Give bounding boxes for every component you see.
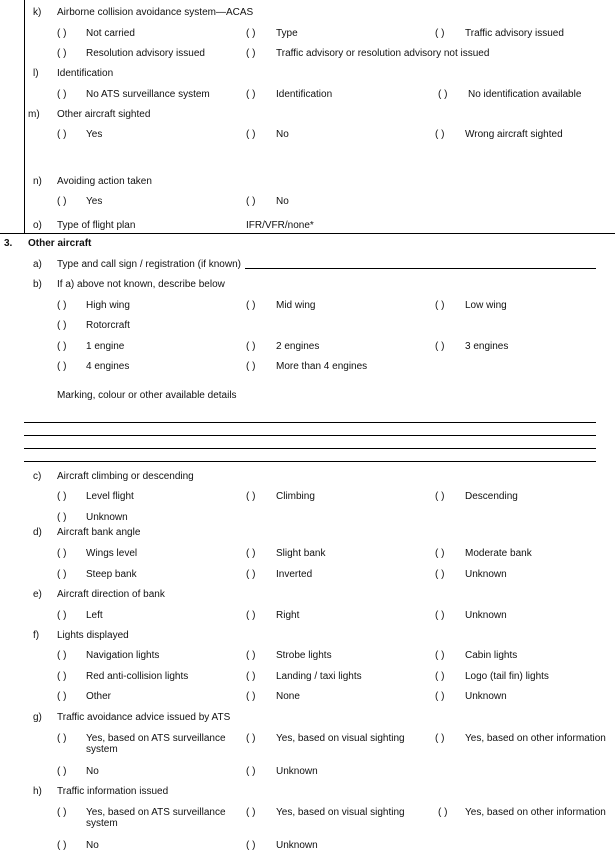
option-label: More than 4 engines <box>276 361 368 372</box>
checkbox-marker[interactable]: ( ) <box>57 491 67 502</box>
checkbox-marker[interactable]: ( ) <box>57 569 67 580</box>
checkbox-marker[interactable]: ( ) <box>435 671 445 682</box>
option-label: Right <box>276 610 300 621</box>
option-label: Steep bank <box>86 569 137 580</box>
item-b-title: If a) above not known, describe below <box>57 279 225 290</box>
item-l-title: Identification <box>57 68 114 79</box>
item-e-title: Aircraft direction of bank <box>57 589 165 600</box>
marking-input-line-3[interactable] <box>24 448 596 449</box>
option-label: Slight bank <box>276 548 326 559</box>
item-c-title: Aircraft climbing or descending <box>57 471 194 482</box>
item-h-title: Traffic information issued <box>57 786 169 797</box>
option-label: Other <box>86 691 112 702</box>
checkbox-marker[interactable]: ( ) <box>57 691 67 702</box>
checkbox-marker[interactable]: ( ) <box>435 548 445 559</box>
checkbox-marker[interactable]: ( ) <box>246 300 256 311</box>
checkbox-marker[interactable]: ( ) <box>435 28 445 39</box>
checkbox-marker[interactable]: ( ) <box>246 129 256 140</box>
checkbox-marker[interactable]: ( ) <box>246 766 256 777</box>
option-label: No <box>276 129 289 140</box>
section-left-border <box>24 0 25 233</box>
checkbox-marker[interactable]: ( ) <box>435 300 445 311</box>
item-c-letter: c) <box>33 471 42 482</box>
checkbox-marker[interactable]: ( ) <box>435 650 445 661</box>
option-label: No <box>276 196 289 207</box>
marking-input-line-4[interactable] <box>24 461 596 462</box>
option-label: Unknown <box>465 569 507 580</box>
checkbox-marker[interactable]: ( ) <box>57 196 67 207</box>
checkbox-marker[interactable]: ( ) <box>57 361 67 372</box>
item-o-title: Type of flight plan <box>57 220 136 231</box>
marking-input-line-1[interactable] <box>24 422 596 423</box>
option-label: Resolution advisory issued <box>86 48 205 59</box>
item-h-letter: h) <box>33 786 42 797</box>
checkbox-marker[interactable]: ( ) <box>438 807 448 818</box>
checkbox-marker[interactable]: ( ) <box>57 840 67 851</box>
checkbox-marker[interactable]: ( ) <box>57 89 67 100</box>
item-d-title: Aircraft bank angle <box>57 527 141 538</box>
option-label: Left <box>86 610 103 621</box>
marking-details-label: Marking, colour or other available details <box>57 390 237 401</box>
item-b-letter: b) <box>33 279 42 290</box>
checkbox-marker[interactable]: ( ) <box>246 89 256 100</box>
item-g-letter: g) <box>33 712 42 723</box>
option-label: Logo (tail fin) lights <box>465 671 549 682</box>
checkbox-marker[interactable]: ( ) <box>246 361 256 372</box>
item-g-title: Traffic avoidance advice issued by ATS <box>57 712 231 723</box>
checkbox-marker[interactable]: ( ) <box>435 733 445 744</box>
checkbox-marker[interactable]: ( ) <box>246 733 256 744</box>
option-label: Yes, based on ATS surveillance system <box>86 807 226 829</box>
section-number: 3. <box>4 238 13 249</box>
item-a-letter: a) <box>33 259 42 270</box>
option-label: No ATS surveillance system <box>86 89 210 100</box>
checkbox-marker[interactable]: ( ) <box>435 569 445 580</box>
item-k-letter: k) <box>33 7 42 18</box>
item-o-letter: o) <box>33 220 42 231</box>
checkbox-marker[interactable]: ( ) <box>57 48 67 59</box>
option-label: Landing / taxi lights <box>276 671 362 682</box>
checkbox-marker[interactable]: ( ) <box>246 48 256 59</box>
checkbox-marker[interactable]: ( ) <box>57 28 67 39</box>
option-label: 2 engines <box>276 341 320 352</box>
option-label: None <box>276 691 300 702</box>
option-label: Yes, based on visual sighting <box>276 807 405 818</box>
option-label: Low wing <box>465 300 507 311</box>
option-label: No <box>86 840 99 851</box>
item-l-letter: l) <box>33 68 39 79</box>
option-label: Type <box>276 28 298 39</box>
option-label: Rotorcraft <box>86 320 130 331</box>
option-label: Moderate bank <box>465 548 532 559</box>
option-label: No <box>86 766 99 777</box>
option-label: Yes <box>86 129 103 140</box>
option-label: Navigation lights <box>86 650 160 661</box>
option-label: No identification available <box>468 89 582 100</box>
option-label: Unknown <box>276 840 318 851</box>
checkbox-marker[interactable]: ( ) <box>57 341 67 352</box>
option-label: Not carried <box>86 28 135 39</box>
option-label: Strobe lights <box>276 650 332 661</box>
option-label: Identification <box>276 89 333 100</box>
checkbox-marker[interactable]: ( ) <box>57 548 67 559</box>
checkbox-marker[interactable]: ( ) <box>435 129 445 140</box>
checkbox-marker[interactable]: ( ) <box>57 512 67 523</box>
section-title: Other aircraft <box>28 238 92 249</box>
checkbox-marker[interactable]: ( ) <box>246 840 256 851</box>
checkbox-marker[interactable]: ( ) <box>57 300 67 311</box>
option-label: Mid wing <box>276 300 316 311</box>
checkbox-marker[interactable]: ( ) <box>57 807 67 818</box>
checkbox-marker[interactable]: ( ) <box>246 691 256 702</box>
item-a-title: Type and call sign / registration (if known) <box>57 259 241 270</box>
checkbox-marker[interactable]: ( ) <box>435 691 445 702</box>
option-label: Unknown <box>86 512 128 523</box>
checkbox-marker[interactable]: ( ) <box>57 320 67 331</box>
item-d-letter: d) <box>33 527 42 538</box>
option-label: Level flight <box>86 491 134 502</box>
option-label: Yes, based on visual sighting <box>276 733 405 744</box>
option-label: Yes, based on other information <box>465 733 606 744</box>
item-e-letter: e) <box>33 589 42 600</box>
checkbox-marker[interactable]: ( ) <box>246 491 256 502</box>
checkbox-marker[interactable]: ( ) <box>246 650 256 661</box>
marking-input-line-2[interactable] <box>24 435 596 436</box>
section-divider <box>0 233 615 234</box>
checkbox-marker[interactable]: ( ) <box>57 129 67 140</box>
checkbox-marker[interactable]: ( ) <box>246 807 256 818</box>
checkbox-marker[interactable]: ( ) <box>435 341 445 352</box>
option-label: High wing <box>86 300 130 311</box>
option-label: Wrong aircraft sighted <box>465 129 563 140</box>
checkbox-marker[interactable]: ( ) <box>57 671 67 682</box>
option-label: 4 engines <box>86 361 130 372</box>
item-m-letter: m) <box>28 109 40 120</box>
option-label: Climbing <box>276 491 315 502</box>
item-f-letter: f) <box>33 630 40 641</box>
checkbox-marker[interactable]: ( ) <box>246 548 256 559</box>
checkbox-marker[interactable]: ( ) <box>435 491 445 502</box>
option-label: Unknown <box>465 691 507 702</box>
option-label: 1 engine <box>86 341 125 352</box>
checkbox-marker[interactable]: ( ) <box>57 733 67 744</box>
item-n-title: Avoiding action taken <box>57 176 152 187</box>
flight-plan-value[interactable]: IFR/VFR/none* <box>246 220 314 231</box>
checkbox-marker[interactable]: ( ) <box>246 341 256 352</box>
option-label: Unknown <box>465 610 507 621</box>
option-label: Traffic advisory issued <box>465 28 564 39</box>
option-label: 3 engines <box>465 341 509 352</box>
option-label: Descending <box>465 491 518 502</box>
item-n-letter: n) <box>33 176 42 187</box>
option-label: Wings level <box>86 548 138 559</box>
option-label: Yes <box>86 196 103 207</box>
option-label: Cabin lights <box>465 650 518 661</box>
item-k-title: Airborne collision avoidance system—ACAS <box>57 7 254 18</box>
callsign-input-line[interactable] <box>245 268 596 269</box>
option-label: Unknown <box>276 766 318 777</box>
checkbox-marker[interactable]: ( ) <box>246 671 256 682</box>
checkbox-marker[interactable]: ( ) <box>435 610 445 621</box>
option-label: Traffic advisory or resolution advisory not issued <box>276 48 490 59</box>
checkbox-marker[interactable]: ( ) <box>246 569 256 580</box>
checkbox-marker[interactable]: ( ) <box>246 196 256 207</box>
checkbox-marker[interactable]: ( ) <box>246 28 256 39</box>
item-m-title: Other aircraft sighted <box>57 109 151 120</box>
option-label: Inverted <box>276 569 313 580</box>
item-f-title: Lights displayed <box>57 630 129 641</box>
checkbox-marker[interactable]: ( ) <box>57 766 67 777</box>
checkbox-marker[interactable]: ( ) <box>57 650 67 661</box>
option-label: Red anti-collision lights <box>86 671 189 682</box>
checkbox-marker[interactable]: ( ) <box>438 89 448 100</box>
option-label: Yes, based on ATS surveillance system <box>86 733 226 755</box>
checkbox-marker[interactable]: ( ) <box>246 610 256 621</box>
option-label: Yes, based on other information <box>465 807 606 818</box>
checkbox-marker[interactable]: ( ) <box>57 610 67 621</box>
